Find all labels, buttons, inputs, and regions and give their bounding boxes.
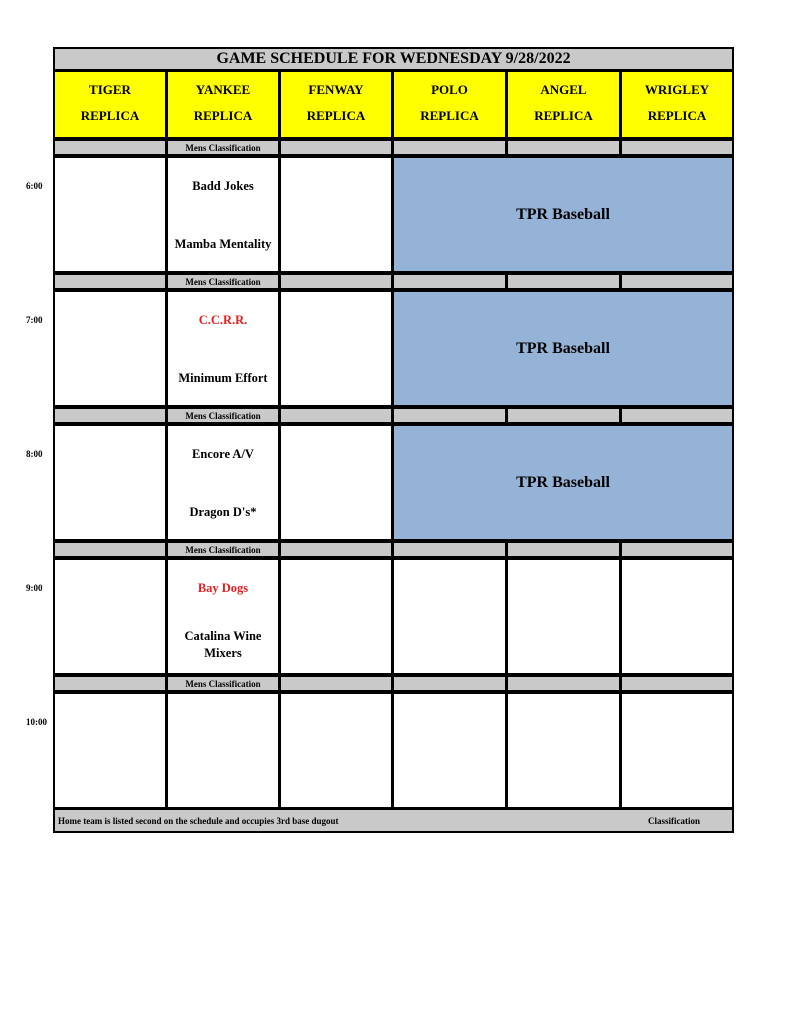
time-label: 6:00	[26, 181, 43, 191]
classification-cell	[506, 541, 621, 558]
classification-cell	[392, 675, 507, 692]
reserved-block: TPR Baseball	[392, 290, 734, 407]
classification-cell: Mens Classification	[166, 139, 280, 156]
classification-cell	[279, 139, 393, 156]
away-team: Bay Dogs	[197, 581, 249, 595]
game-cell-fenway	[279, 290, 393, 407]
game-cell-fenway	[279, 424, 393, 541]
home-team: Catalina Wine Mixers	[184, 629, 262, 660]
away-team: C.C.R.R.	[198, 313, 248, 327]
classification-cell: Mens Classification	[166, 407, 280, 424]
field-header-fenway	[279, 70, 393, 139]
field-name: ANGEL	[540, 82, 587, 97]
classification-cell	[392, 139, 507, 156]
field-type: REPLICA	[647, 108, 707, 123]
field-type: REPLICA	[80, 108, 140, 123]
classification-cell	[53, 139, 167, 156]
classification-cell	[392, 407, 507, 424]
classification-cell	[620, 675, 734, 692]
classification-cell: Mens Classification	[166, 273, 280, 290]
game-cell-yankee	[166, 424, 280, 541]
game-cell-yankee	[166, 290, 280, 407]
classification-cell: Mens Classification	[166, 541, 280, 558]
field-header-yankee	[166, 70, 280, 139]
game-cell-yankee	[166, 558, 280, 675]
schedule-title: GAME SCHEDULE FOR WEDNESDAY 9/28/2022	[53, 47, 734, 71]
game-cell-tiger	[53, 156, 167, 273]
classification-cell	[620, 541, 734, 558]
game-cell-fenway	[279, 692, 393, 809]
classification-cell	[279, 407, 393, 424]
game-cell-wrigley	[620, 692, 734, 809]
field-type: REPLICA	[420, 108, 479, 123]
field-name: TIGER	[89, 82, 131, 97]
classification-cell	[620, 273, 734, 290]
classification-cell	[53, 273, 167, 290]
game-cell-fenway	[279, 156, 393, 273]
classification-cell	[506, 139, 621, 156]
classification-cell	[620, 407, 734, 424]
game-cell-tiger	[53, 558, 167, 675]
field-header-angel	[506, 70, 621, 139]
classification-cell	[279, 541, 393, 558]
time-label: 7:00	[26, 315, 43, 325]
game-cell-tiger	[53, 424, 167, 541]
classification-cell	[392, 273, 507, 290]
schedule-footer	[53, 808, 734, 833]
classification-cell	[620, 139, 734, 156]
time-label: 10:00	[26, 717, 47, 727]
game-cell-polo	[392, 558, 507, 675]
away-team: Badd Jokes	[192, 179, 254, 193]
field-header-tiger	[53, 70, 167, 139]
home-team: Minimum Effort	[178, 371, 268, 385]
classification-cell	[279, 675, 393, 692]
field-type: REPLICA	[534, 108, 593, 123]
game-cell-polo	[392, 692, 507, 809]
time-label: 8:00	[26, 449, 43, 459]
classification-cell	[506, 407, 621, 424]
home-team: Mamba Mentality	[174, 237, 272, 251]
field-type: REPLICA	[193, 108, 253, 123]
field-type: REPLICA	[306, 108, 366, 123]
time-label: 9:00	[26, 583, 43, 593]
footer-note: Home team is listed second on the schedule and occupies 3rd base dugout	[58, 816, 339, 826]
field-header-polo	[392, 70, 507, 139]
field-name: FENWAY	[308, 82, 364, 97]
field-name: YANKEE	[195, 82, 251, 97]
classification-cell	[506, 273, 621, 290]
field-header-wrigley	[620, 70, 734, 139]
game-cell-yankee	[166, 156, 280, 273]
game-cell-fenway	[279, 558, 393, 675]
classification-cell	[279, 273, 393, 290]
field-name: POLO	[431, 82, 468, 97]
classification-cell	[392, 541, 507, 558]
classification-cell	[53, 541, 167, 558]
game-cell-angel	[506, 558, 621, 675]
classification-cell	[53, 407, 167, 424]
game-cell-wrigley	[620, 558, 734, 675]
classification-cell	[506, 675, 621, 692]
game-cell-yankee	[166, 692, 280, 809]
reserved-block: TPR Baseball	[392, 156, 734, 273]
game-cell-tiger	[53, 290, 167, 407]
classification-cell: Mens Classification	[166, 675, 280, 692]
home-team: Dragon D's*	[189, 505, 257, 519]
footer-classification: Classification	[648, 816, 701, 826]
game-cell-angel	[506, 692, 621, 809]
reserved-block: TPR Baseball	[392, 424, 734, 541]
field-name: WRIGLEY	[644, 82, 710, 97]
game-cell-tiger	[53, 692, 167, 809]
classification-cell	[53, 675, 167, 692]
away-team: Encore A/V	[192, 447, 254, 461]
